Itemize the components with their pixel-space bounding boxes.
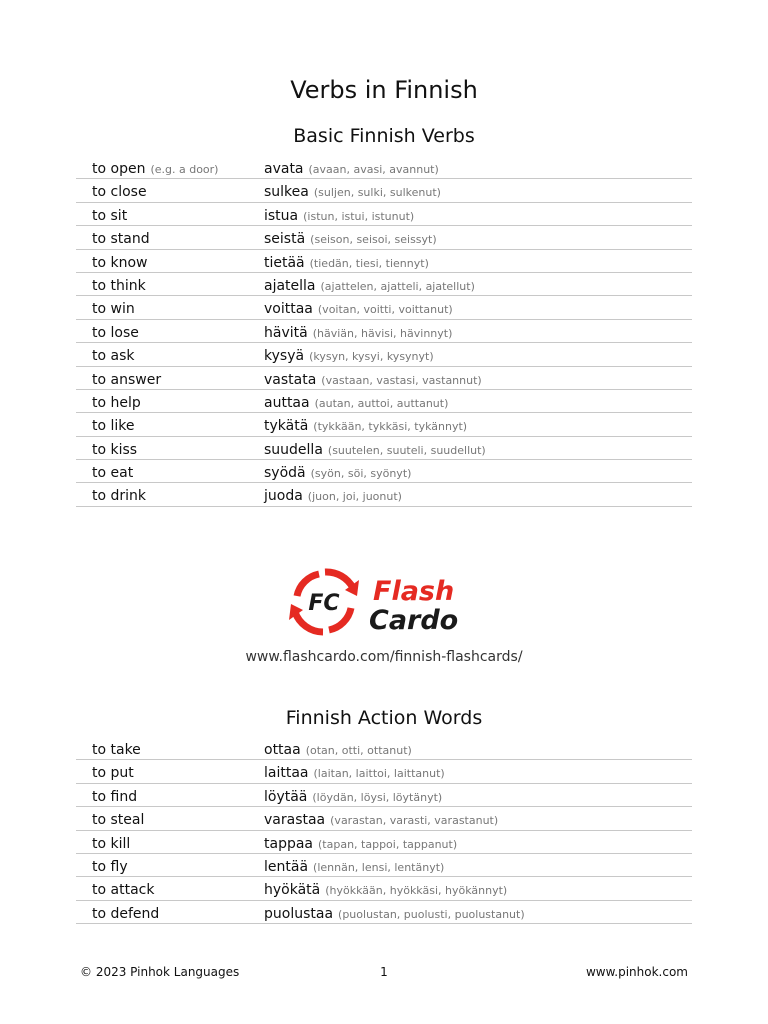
english-word: to defend	[92, 905, 160, 922]
finnish-word: tappaa	[264, 835, 313, 852]
english-term	[92, 905, 159, 923]
finnish-forms: (suutelen, suuteli, suudellut)	[327, 443, 486, 457]
finnish-forms: (vastaan, vastasi, vastannut)	[321, 373, 482, 387]
english-word: to take	[92, 742, 141, 758]
finnish-forms: (hyökkään, hyökkäsi, hyökännyt)	[325, 884, 508, 898]
finnish-forms: (autan, auttoi, auttanut)	[314, 396, 449, 410]
finnish-term	[264, 788, 442, 807]
english-note: (e.g. a door)	[150, 163, 219, 176]
english-term	[92, 881, 154, 899]
finnish-forms: (varastan, varasti, varastanut)	[330, 814, 499, 828]
english-word: to find	[92, 788, 138, 805]
vocab-row	[76, 760, 692, 783]
finnish-forms: (lennän, lensi, lentänyt)	[313, 860, 445, 874]
finnish-forms: (seison, seisoi, seissyt)	[310, 233, 437, 247]
finnish-term	[264, 277, 475, 296]
flashcardo-logo[interactable]	[289, 566, 479, 638]
finnish-term	[264, 324, 452, 343]
english-word: to close	[92, 184, 147, 201]
finnish-term	[264, 741, 412, 760]
footer-copyright: © 2023 Pinhok Languages	[80, 965, 240, 979]
finnish-word: löytää	[264, 788, 308, 805]
finnish-forms: (häviän, hävisi, hävinnyt)	[312, 326, 453, 340]
finnish-word: hävitä	[264, 324, 308, 341]
finnish-word: tietää	[264, 254, 305, 271]
english-term	[92, 441, 137, 459]
english-term	[92, 300, 135, 318]
vocab-row	[76, 343, 692, 366]
english-word: to think	[92, 277, 146, 294]
finnish-term	[264, 183, 441, 202]
vocab-row	[76, 320, 692, 343]
vocab-row	[76, 737, 692, 760]
english-word: to answer	[92, 371, 162, 388]
english-term	[92, 160, 218, 179]
english-word: to stand	[92, 231, 150, 248]
finnish-term	[264, 207, 414, 226]
english-term	[92, 183, 147, 201]
vocab-row	[76, 390, 692, 413]
footer-website[interactable]: www.pinhok.com	[585, 965, 688, 979]
footer-page-number: 1	[380, 965, 388, 979]
finnish-term	[264, 160, 439, 179]
finnish-term	[264, 464, 411, 483]
english-term	[92, 858, 128, 876]
english-word: to sit	[92, 207, 128, 224]
finnish-word: tykätä	[264, 418, 309, 435]
english-word: to win	[92, 301, 135, 318]
finnish-word: ottaa	[264, 742, 301, 758]
english-term	[92, 417, 135, 435]
vocab-row	[76, 877, 692, 900]
english-word: to fly	[92, 858, 128, 875]
vocab-table-basic-verbs	[76, 156, 692, 507]
vocab-row	[76, 901, 692, 924]
vocab-row	[76, 179, 692, 202]
english-term	[92, 371, 161, 389]
english-word: to drink	[92, 488, 147, 505]
english-term	[92, 277, 146, 295]
english-word: to like	[92, 418, 135, 435]
vocab-row	[76, 250, 692, 273]
finnish-word: seistä	[264, 231, 306, 248]
finnish-term	[264, 417, 467, 436]
finnish-term	[264, 347, 434, 366]
vocab-row	[76, 807, 692, 830]
finnish-term	[264, 371, 482, 390]
vocab-row	[76, 483, 692, 506]
finnish-word: hyökätä	[264, 882, 321, 899]
finnish-forms: (istun, istui, istunut)	[303, 209, 415, 223]
finnish-term	[264, 835, 457, 854]
vocab-table-action-words	[76, 737, 692, 924]
finnish-forms: (tiedän, tiesi, tiennyt)	[309, 256, 429, 270]
finnish-forms: (laitan, laittoi, laittanut)	[313, 767, 445, 781]
finnish-forms: (tykkään, tykkäsi, tykännyt)	[313, 420, 468, 434]
finnish-word: kysyä	[264, 348, 305, 365]
finnish-word: avata	[264, 161, 304, 177]
english-word: to put	[92, 765, 134, 782]
page-title: Verbs in Finnish	[290, 76, 478, 104]
finnish-term	[264, 764, 445, 783]
finnish-forms: (syön, söi, syönyt)	[310, 467, 412, 481]
flashcardo-circle-arrows-icon	[289, 572, 359, 632]
finnish-forms: (suljen, sulki, sulkenut)	[313, 186, 441, 200]
flashcardo-url-link[interactable]: www.flashcardo.com/finnish-flashcards/	[245, 649, 523, 665]
english-word: to steal	[92, 812, 145, 829]
finnish-term	[264, 811, 498, 830]
finnish-word: auttaa	[264, 394, 310, 411]
vocab-row	[76, 203, 692, 226]
english-term	[92, 254, 148, 272]
finnish-forms: (tapan, tappoi, tappanut)	[318, 837, 458, 851]
finnish-forms: (voitan, voitti, voittanut)	[317, 303, 453, 317]
english-word: to help	[92, 394, 141, 411]
finnish-word: juoda	[264, 488, 303, 505]
english-word: to kill	[92, 835, 131, 852]
vocab-row	[76, 156, 692, 179]
vocab-row	[76, 460, 692, 483]
english-term	[92, 811, 144, 829]
vocab-row	[76, 854, 692, 877]
english-term	[92, 394, 141, 412]
english-term	[92, 487, 146, 505]
finnish-forms: (juon, joi, juonut)	[307, 490, 402, 504]
finnish-word: varastaa	[264, 812, 326, 829]
finnish-term	[264, 254, 429, 273]
english-term	[92, 347, 135, 365]
english-word: to lose	[92, 324, 139, 341]
finnish-word: syödä	[264, 465, 306, 482]
english-term	[92, 835, 130, 853]
finnish-forms: (otan, otti, ottanut)	[305, 744, 412, 757]
finnish-term	[264, 394, 448, 413]
finnish-forms: (avaan, avasi, avannut)	[308, 163, 439, 176]
finnish-word: voittaa	[264, 301, 313, 318]
english-word: to eat	[92, 465, 134, 482]
english-word: to attack	[92, 882, 155, 899]
finnish-word: ajatella	[264, 277, 316, 294]
finnish-word: lentää	[264, 858, 309, 875]
finnish-word: sulkea	[264, 184, 309, 201]
finnish-word: suudella	[264, 441, 323, 458]
finnish-word: laittaa	[264, 765, 309, 782]
finnish-word: istua	[264, 207, 299, 224]
finnish-term	[264, 230, 437, 249]
finnish-forms: (löydän, löysi, löytänyt)	[312, 790, 443, 804]
vocab-row	[76, 784, 692, 807]
english-term	[92, 764, 134, 782]
finnish-term	[264, 441, 486, 460]
finnish-term	[264, 881, 507, 900]
english-word: to ask	[92, 348, 135, 365]
section-heading-basic-verbs: Basic Finnish Verbs	[293, 125, 475, 147]
finnish-forms: (ajattelen, ajatteli, ajatellut)	[320, 279, 475, 293]
vocab-row	[76, 226, 692, 249]
logo-word-flash: Flash	[373, 576, 455, 607]
english-term	[92, 230, 150, 248]
finnish-word: vastata	[264, 371, 317, 388]
english-term	[92, 788, 137, 806]
finnish-term	[264, 858, 444, 877]
logo-icon-text: FC	[308, 591, 340, 616]
section-heading-action-words: Finnish Action Words	[285, 707, 483, 729]
vocab-row	[76, 273, 692, 296]
english-term	[92, 324, 139, 342]
finnish-forms: (puolustan, puolusti, puolustanut)	[338, 907, 525, 921]
vocab-row	[76, 413, 692, 436]
vocab-row	[76, 831, 692, 854]
finnish-term	[264, 300, 453, 319]
english-word: to open	[92, 161, 146, 177]
vocab-row	[76, 367, 692, 390]
vocab-row	[76, 437, 692, 460]
english-word: to kiss	[92, 441, 138, 458]
english-term	[92, 741, 141, 759]
finnish-forms: (kysyn, kysyi, kysynyt)	[309, 350, 434, 364]
finnish-term	[264, 487, 402, 506]
english-term	[92, 207, 127, 225]
finnish-word: puolustaa	[264, 905, 334, 922]
logo-word-cardo: Cardo	[369, 605, 459, 636]
finnish-term	[264, 905, 525, 924]
english-term	[92, 464, 133, 482]
vocab-row	[76, 296, 692, 319]
english-word: to know	[92, 254, 148, 271]
